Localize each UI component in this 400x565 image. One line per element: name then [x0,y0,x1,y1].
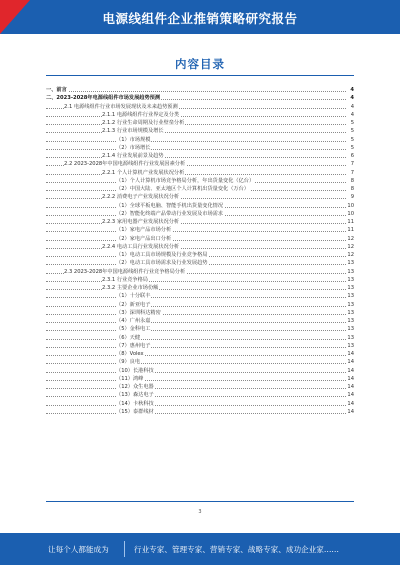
toc-dot-leader [46,281,346,282]
toc-dot-leader [46,322,346,323]
toc-entry-page: 14 [347,408,354,415]
toc-entry[interactable] [46,400,354,408]
toc-entry-label: （13）森达电子 [116,392,154,399]
toc-entry-page: 7 [346,169,354,177]
toc-entry-label: 2.2 2023-2028年中国电源线组件行业发展因素分析 [64,161,186,168]
toc-dot-leader [46,231,346,232]
toc-entry-label: 2.2.1 个人计算机产业发展状况分析 [102,169,185,176]
toc-entry[interactable] [46,325,354,333]
toc-entry-label: 2.1.3 行业市场规模及增长 [102,128,164,135]
toc-entry[interactable] [46,218,354,226]
toc-dot-leader [46,405,346,406]
toc-entry-label: 2.1 电源线组件行业市场发展现状及未来趋势预测 [64,103,178,110]
toc-entry-label: （2）市场增长 [116,144,151,151]
toc-entry-label: 二、2023-2028年电源线组件市场发展趋势预测 [46,95,161,102]
toc-entry-label: （2）智能化终端产品带动行业发展及市场需求 [116,210,224,217]
toc-dot-leader [46,91,346,92]
toc-entry[interactable] [46,94,354,102]
toc-entry-page: 9 [346,193,354,201]
toc-dot-leader [46,248,346,249]
toc-entry-page: 11 [347,227,354,234]
toc-entry-page: 8 [346,177,354,185]
toc-entry[interactable] [46,136,354,144]
footer-slogan-right: 行业专家、管理专家、营销专家、战略专家、成功企业家…… [134,545,340,554]
title-divider [46,75,354,76]
toc-entry[interactable] [46,276,354,284]
toc-entry-page: 13 [347,268,354,275]
toc-dot-leader [46,388,346,389]
toc-entry-page: 5 [346,144,354,152]
toc-entry[interactable] [46,358,354,366]
toc-entry-label: 2.3.2 主要企业市场份额 [102,285,159,291]
toc-entry-label: （4）广州永嘉 [116,318,151,324]
toc-entry[interactable] [46,268,354,276]
toc-entry-page: 14 [347,359,354,366]
toc-entry[interactable] [46,111,354,119]
footer-separator [124,541,125,557]
toc-dot-leader [46,363,346,364]
toc-dot-leader [46,157,346,158]
toc-entry-label: （3）深圳科达精密 [116,309,161,316]
toc-entry[interactable] [46,235,354,243]
toc-dot-leader [46,314,346,315]
toc-entry[interactable] [46,169,354,177]
toc-entry-label: （12）众生电器 [116,384,154,390]
toc-entry[interactable] [46,301,354,309]
toc-entry-page: 14 [347,400,354,407]
page-title: 内容目录 [175,57,225,71]
toc-entry[interactable] [46,317,354,325]
toc-entry[interactable] [46,375,354,383]
toc-entry-page: 14 [347,392,354,399]
toc-entry[interactable] [46,193,354,201]
toc-entry-page: 11 [347,219,354,225]
toc-entry-label: （2）新亚电子 [116,301,151,308]
toc-entry-page: 14 [347,367,354,374]
toc-entry[interactable] [46,210,354,218]
toc-entry-label: （1）电动工具市场规模及行业竞争格局 [116,252,208,258]
toc-entry[interactable] [46,103,354,111]
toc-entry-label: （1）十分联丰 [116,293,151,300]
toc-entry-label: （9）良电 [116,359,141,366]
toc-entry-page: 7 [346,160,354,168]
table-of-contents [46,86,354,416]
toc-entry[interactable] [46,185,354,193]
toc-entry-page: 5 [346,127,354,135]
toc-entry-label: 2.2.2 消费电子产业发展状况分析 [102,194,180,201]
toc-dot-leader [46,330,346,331]
toc-dot-leader [46,372,346,373]
toc-entry-page: 13 [347,301,354,308]
toc-entry-page: 6 [346,152,354,160]
toc-dot-leader [46,132,346,133]
toc-dot-leader [46,347,346,348]
toc-entry-label: （1）市场规模 [116,136,151,143]
toc-entry-page: 4 [346,111,354,119]
toc-entry-label: （6）天健 [116,334,141,341]
toc-entry-page: 10 [347,210,354,217]
toc-entry-label: 一、前言 [46,87,67,93]
toc-entry-page: 13 [347,334,354,341]
toc-entry[interactable] [46,342,354,350]
footer-slogan-left: 让每个人都能成为 [48,545,109,554]
toc-entry[interactable] [46,391,354,399]
toc-entry-page: 13 [347,318,354,324]
toc-entry[interactable] [46,334,354,342]
toc-entry-label: （2）家电产品出口分析 [116,235,172,242]
toc-entry[interactable] [46,367,354,375]
toc-dot-leader [46,174,346,175]
toc-entry-page: 14 [347,384,354,390]
toc-entry-page: 12 [347,252,354,258]
report-title: 电源线组件企业推销策略研究报告 [102,11,298,26]
toc-entry-label: 2.2.4 电动工具行业发展状况分析 [102,243,180,250]
toc-dot-leader [46,289,346,290]
toc-dot-leader [46,306,346,307]
header-bar [0,0,400,34]
toc-entry-label: （7）惠州电子 [116,342,151,349]
toc-entry-page: 13 [347,276,354,283]
toc-entry-label: 2.3.1 行业竞争格局 [102,276,148,283]
toc-entry[interactable] [46,284,354,292]
toc-entry[interactable] [46,152,354,160]
toc-entry[interactable] [46,292,354,300]
toc-entry-page: 14 [347,375,354,382]
toc-entry-page: 8 [346,185,354,193]
toc-entry-page: 4 [346,86,354,94]
toc-dot-leader [46,413,346,414]
toc-entry-page: 13 [347,309,354,316]
toc-entry-page: 13 [347,260,354,267]
toc-entry-label: （1）家电产品市场分析 [116,227,172,234]
toc-entry[interactable] [46,350,354,358]
toc-dot-leader [46,141,346,142]
toc-entry-page: 4 [346,94,354,102]
toc-entry-page: 13 [347,285,354,291]
toc-entry[interactable] [46,259,354,267]
toc-entry-label: （2）电动工具市场需求及行业发展趋势 [116,260,208,267]
toc-entry-label: 2.2.3 家用电器产业发展状况分析 [102,219,180,225]
toc-entry-label: （1）全球平板电脑、智能手机出货量变化情况 [116,202,224,209]
toc-entry-label: （2）中国大陆、亚太地区个人计算机出货量变化（万台） [116,186,249,192]
toc-entry-page: 10 [347,202,354,209]
toc-entry-label: （14）卡秋科技 [116,400,154,407]
toc-entry[interactable] [46,119,354,127]
toc-dot-leader [46,380,346,381]
toc-entry[interactable] [46,309,354,317]
toc-entry-label: （10）长港科技 [116,367,154,374]
toc-dot-leader [46,149,346,150]
toc-entry-page: 13 [347,342,354,349]
toc-dot-leader [46,198,346,199]
toc-dot-leader [46,297,346,298]
toc-entry-label: （11）鸿峰 [116,375,144,382]
toc-entry[interactable] [46,243,354,251]
toc-entry-page: 12 [347,235,354,242]
toc-entry-page: 13 [347,293,354,300]
toc-entry-label: （5）金科电工 [116,326,151,333]
footer-bar [0,533,400,565]
bottom-divider [46,501,354,502]
toc-entry-page: 14 [347,351,354,357]
toc-entry-label: （1）个人计算机市场竞争格局分析，年出货量变化（亿台） [116,177,255,184]
toc-entry-label: 2.1.4 行业发展前景及趋势 [102,153,164,159]
toc-dot-leader [46,240,346,241]
toc-dot-leader [46,116,346,117]
toc-entry[interactable] [46,86,354,94]
toc-entry-label: 2.1.1 电源线组件行业界定及分类 [102,111,180,118]
toc-entry-page: 5 [346,136,354,144]
toc-entry-page: 12 [347,243,354,250]
toc-dot-leader [46,355,346,356]
toc-entry-label: 2.1.2 行业生命周期及行业壁垒分析 [102,120,185,126]
toc-entry[interactable] [46,160,354,168]
toc-entry[interactable] [46,177,354,185]
toc-entry-page: 5 [346,119,354,127]
toc-dot-leader [46,223,346,224]
toc-entry-page: 13 [347,326,354,333]
toc-entry-label: （8）Volex [116,351,144,357]
page-number: 3 [198,509,202,515]
toc-entry-label: 2.3 2023-2028年中国电源线组件行业竞争格局分析 [64,268,186,275]
toc-entry[interactable] [46,408,354,416]
toc-entry[interactable] [46,383,354,391]
toc-entry[interactable] [46,144,354,152]
toc-dot-leader [46,339,346,340]
toc-entry[interactable] [46,127,354,135]
toc-entry[interactable] [46,251,354,259]
toc-entry[interactable] [46,202,354,210]
toc-entry-label: （15）泰群线材 [116,408,154,415]
toc-dot-leader [46,124,346,125]
toc-entry[interactable] [46,226,354,234]
toc-dot-leader [46,396,346,397]
toc-entry-page: 4 [346,103,354,111]
